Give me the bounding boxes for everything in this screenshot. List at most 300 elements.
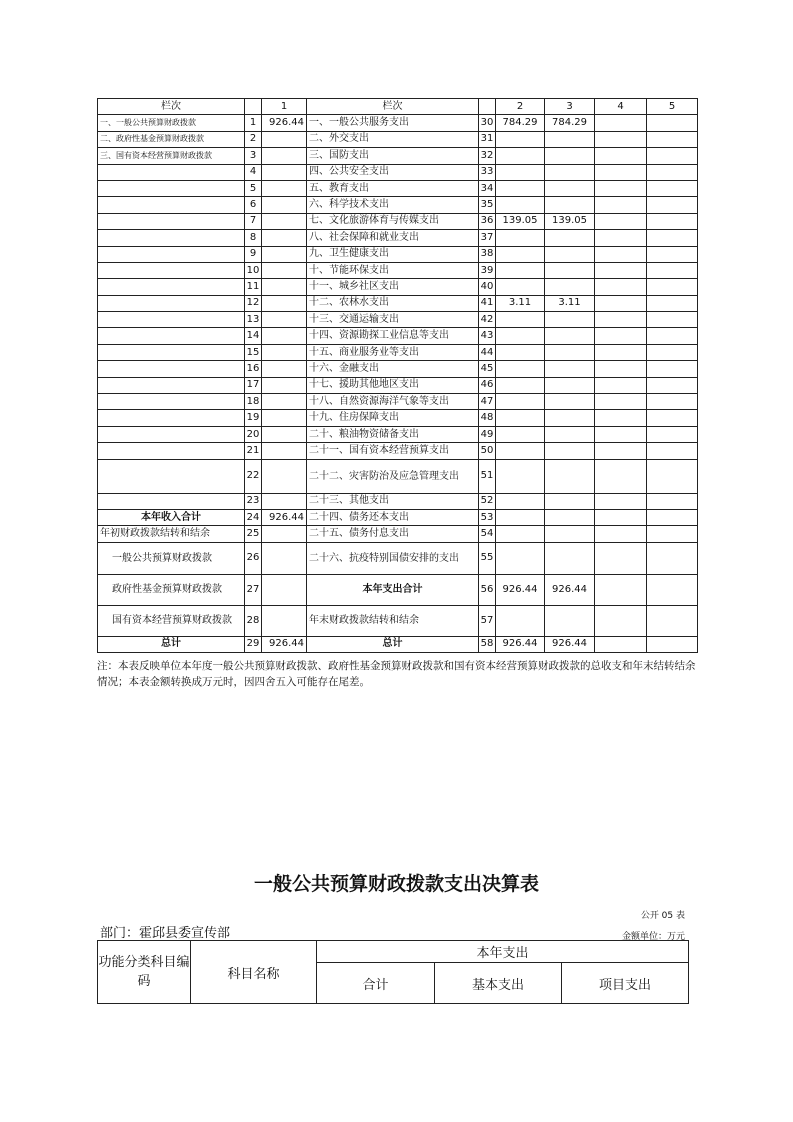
expenditure-total-amount: 784.29 [496,115,545,131]
table-row [98,605,698,636]
expenditure-item-label: 十二、农林水支出 [307,295,479,311]
expenditure-row-number: 35 [479,197,496,213]
table-row [98,344,698,360]
empty-cell [595,526,647,542]
empty-cell [647,213,698,229]
table-row [98,262,698,278]
expenditure-total-amount [496,164,545,180]
income-item-label [98,197,245,213]
expenditure-item-label: 三、国防支出 [307,148,479,164]
table-row [98,361,698,377]
expenditure-total-amount [496,410,545,426]
header-project: 项目支出 [562,963,689,1004]
income-amount [262,246,307,262]
expenditure-basic-amount [545,410,595,426]
table-row [98,279,698,295]
header-col-2: 2 [496,99,545,115]
expenditure-item-label: 十三、交通运输支出 [307,312,479,328]
expenditure-total-amount [496,526,545,542]
empty-cell [595,295,647,311]
expenditure-total-amount [496,377,545,393]
empty-cell [647,636,698,652]
income-row-number: 14 [245,328,262,344]
income-row-number: 6 [245,197,262,213]
empty-cell [647,344,698,360]
header-current-year: 本年支出 [317,941,689,963]
expenditure-row-number: 56 [479,574,496,605]
expenditure-basic-amount [545,279,595,295]
department-label: 部门：霍邱县委宣传部 [100,926,231,941]
expenditure-item-label: 十、节能环保支出 [307,262,479,278]
income-row-number: 15 [245,344,262,360]
expenditure-basic-amount: 139.05 [545,213,595,229]
income-item-label [98,328,245,344]
expenditure-item-label: 六、科学技术支出 [307,197,479,213]
expenditure-item-label: 十六、金融支出 [307,361,479,377]
income-row-number: 2 [245,131,262,147]
expenditure-total-amount [496,509,545,525]
income-row-number: 3 [245,148,262,164]
empty-cell [647,262,698,278]
table-row [98,164,698,180]
table-row [98,493,698,509]
empty-cell [647,574,698,605]
empty-cell [595,328,647,344]
expenditure-basic-amount: 926.44 [545,636,595,652]
expenditure-basic-amount [545,493,595,509]
income-row-number: 23 [245,493,262,509]
income-item-label: 二、政府性基金预算财政拨款 [98,131,245,147]
expenditure-row-number: 33 [479,164,496,180]
income-item-label [98,394,245,410]
expenditure-total-amount [496,426,545,442]
expenditure-row-number: 39 [479,262,496,278]
income-row-number: 25 [245,526,262,542]
expenditure-total-amount: 139.05 [496,213,545,229]
expenditure-basic-amount [545,443,595,459]
expenditure-item-label: 十五、商业服务业等支出 [307,344,479,360]
expenditure-item-label: 二十二、灾害防治及应急管理支出 [307,459,479,493]
expenditure-total-amount [496,312,545,328]
expenditure-row-number: 42 [479,312,496,328]
expenditure-basic-amount [545,131,595,147]
income-item-label: 总计 [98,636,245,652]
expenditure-total-amount [496,131,545,147]
income-amount [262,605,307,636]
expenditure-row-number: 30 [479,115,496,131]
income-row-number: 4 [245,164,262,180]
income-item-label [98,410,245,426]
empty-cell [647,605,698,636]
empty-cell [595,164,647,180]
table-row [98,410,698,426]
income-amount [262,443,307,459]
expenditure-basic-amount [545,246,595,262]
empty-cell [595,443,647,459]
income-item-label [98,230,245,246]
income-item-label: 国有资本经营预算财政拨款 [98,605,245,636]
income-amount: 926.44 [262,509,307,525]
empty-cell [595,246,647,262]
table-row [98,394,698,410]
expenditure-row-number: 53 [479,509,496,525]
header-col-4: 4 [595,99,647,115]
empty-cell [647,459,698,493]
empty-cell [595,636,647,652]
expenditure-total-amount: 926.44 [496,574,545,605]
expenditure-row-number: 44 [479,344,496,360]
income-item-label: 本年收入合计 [98,509,245,525]
expenditure-item-label: 十八、自然资源海洋气象等支出 [307,394,479,410]
expenditure-basic-amount [545,426,595,442]
empty-cell [647,443,698,459]
income-row-number: 21 [245,443,262,459]
income-item-label [98,361,245,377]
expenditure-basic-amount [545,344,595,360]
expenditure-basic-amount: 3.11 [545,295,595,311]
income-amount [262,213,307,229]
empty-cell [595,459,647,493]
empty-cell [647,377,698,393]
expenditure-basic-amount [545,394,595,410]
income-row-number: 29 [245,636,262,652]
expenditure-row-number: 40 [479,279,496,295]
expenditure-item-label: 八、社会保障和就业支出 [307,230,479,246]
income-item-label [98,426,245,442]
expenditure-total-amount [496,197,545,213]
amount-unit-label: 金额单位：万元 [621,932,685,942]
expenditure-row-number: 36 [479,213,496,229]
expenditure-item-label: 四、公共安全支出 [307,164,479,180]
header-col-1: 1 [262,99,307,115]
empty-cell [647,394,698,410]
empty-cell [595,377,647,393]
form-number: 公开 05 表 [640,911,685,921]
header-basic: 基本支出 [435,963,562,1004]
page-title: 一般公共预算财政拨款支出决算表 [253,873,539,895]
header-col-5: 5 [647,99,698,115]
income-row-number: 17 [245,377,262,393]
income-item-label [98,493,245,509]
expenditure-total-amount [496,443,545,459]
income-row-number: 28 [245,605,262,636]
empty-cell [595,312,647,328]
income-item-label: 一般公共预算财政拨款 [98,542,245,574]
expenditure-item-label: 二十六、抗疫特别国债安排的支出 [307,542,479,574]
income-amount [262,230,307,246]
income-amount [262,377,307,393]
income-amount [262,312,307,328]
income-amount [262,410,307,426]
empty-cell [647,312,698,328]
empty-cell [595,180,647,196]
expenditure-basic-amount [545,361,595,377]
expenditure-total-amount [496,180,545,196]
empty-cell [595,262,647,278]
expenditure-row-number: 55 [479,542,496,574]
table-row [98,328,698,344]
expenditure-total-amount [496,394,545,410]
empty-cell [647,526,698,542]
empty-cell [595,426,647,442]
table-row [98,636,698,652]
income-row-number: 22 [245,459,262,493]
expenditure-basic-amount [545,312,595,328]
expenditure-item-label: 二十四、债务还本支出 [307,509,479,525]
income-item-label [98,164,245,180]
empty-cell [647,542,698,574]
expenditure-basic-amount [545,328,595,344]
income-amount [262,344,307,360]
empty-cell [595,115,647,131]
expenditure-total-amount: 926.44 [496,636,545,652]
table-row [98,542,698,574]
empty-cell [647,148,698,164]
expenditure-item-label: 二十一、国有资本经营预算支出 [307,443,479,459]
income-row-number: 19 [245,410,262,426]
expenditure-row-number: 43 [479,328,496,344]
income-item-label [98,443,245,459]
empty-cell [647,180,698,196]
income-amount [262,148,307,164]
income-amount [262,295,307,311]
expenditure-item-label: 十一、城乡社区支出 [307,279,479,295]
empty-cell [647,197,698,213]
table-row [98,213,698,229]
expenditure-item-label: 一、一般公共服务支出 [307,115,479,131]
empty-cell [595,131,647,147]
income-item-label [98,295,245,311]
income-amount [262,361,307,377]
empty-cell [595,279,647,295]
expenditure-total-amount [496,279,545,295]
expenditure-basic-amount [545,164,595,180]
empty-cell [595,344,647,360]
empty-cell [595,574,647,605]
expenditure-item-label: 十七、援助其他地区支出 [307,377,479,393]
expenditure-item-label: 总计 [307,636,479,652]
income-amount [262,328,307,344]
expenditure-item-label: 本年支出合计 [307,574,479,605]
expenditure-basic-amount [545,180,595,196]
empty-cell [595,230,647,246]
empty-cell [595,605,647,636]
table-row [98,377,698,393]
expenditure-basic-amount [545,230,595,246]
empty-cell [647,328,698,344]
expenditure-total-amount [496,493,545,509]
income-row-number: 10 [245,262,262,278]
income-row-number: 11 [245,279,262,295]
table-note: 注：本表反映单位本年度一般公共预算财政拨款、政府性基金预算财政拨款和国有资本经营预算财政拨款的总收支和年末结转结余情况；本表金额转换成万元时，因四舍五入可能存在尾差。 [97,660,696,688]
expenditure-total-amount [496,459,545,493]
income-amount: 926.44 [262,636,307,652]
income-amount [262,197,307,213]
header-lanci-left: 栏次 [98,99,245,115]
expenditure-table [97,940,689,1004]
empty-cell [647,426,698,442]
expenditure-item-label: 七、文化旅游体育与传媒支出 [307,213,479,229]
expenditure-row-number: 38 [479,246,496,262]
income-amount [262,164,307,180]
expenditure-row-number: 57 [479,605,496,636]
table-row [98,197,698,213]
empty-cell [595,213,647,229]
table-row [98,246,698,262]
income-item-label [98,262,245,278]
income-item-label: 一、一般公共预算财政拨款 [98,115,245,131]
income-row-number: 16 [245,361,262,377]
empty-cell [647,230,698,246]
expenditure-row-number: 32 [479,148,496,164]
expenditure-basic-amount [545,509,595,525]
income-row-number: 27 [245,574,262,605]
expenditure-basic-amount: 926.44 [545,574,595,605]
expenditure-item-label: 二十五、债务付息支出 [307,526,479,542]
income-row-number: 5 [245,180,262,196]
empty-cell [647,164,698,180]
expenditure-item-label: 二、外交支出 [307,131,479,147]
income-item-label [98,180,245,196]
expenditure-item-label: 五、教育支出 [307,180,479,196]
expenditure-basic-amount: 784.29 [545,115,595,131]
expenditure-total-amount [496,230,545,246]
income-amount [262,574,307,605]
table-row [98,148,698,164]
expenditure-item-label: 二十、粮油物资储备支出 [307,426,479,442]
income-amount [262,394,307,410]
expenditure-basic-amount [545,526,595,542]
expenditure-basic-amount [545,377,595,393]
header-subject-name: 科目名称 [191,941,317,1004]
expenditure-total-amount [496,328,545,344]
income-amount [262,180,307,196]
income-item-label [98,377,245,393]
table-row [98,180,698,196]
income-row-number: 18 [245,394,262,410]
table-row [98,295,698,311]
header-lanci-right: 栏次 [307,99,479,115]
income-row-number: 8 [245,230,262,246]
expenditure-basic-amount [545,459,595,493]
expenditure-basic-amount [545,605,595,636]
empty-cell [595,361,647,377]
expenditure-header-row-1 [98,941,689,963]
table-row [98,131,698,147]
expenditure-row-number: 54 [479,526,496,542]
expenditure-row-number: 52 [479,493,496,509]
income-item-label: 三、国有资本经营预算财政拨款 [98,148,245,164]
income-amount [262,493,307,509]
income-row-number: 7 [245,213,262,229]
expenditure-row-number: 47 [479,394,496,410]
expenditure-row-number: 58 [479,636,496,652]
income-item-label [98,279,245,295]
income-amount [262,526,307,542]
empty-cell [647,509,698,525]
expenditure-row-number: 51 [479,459,496,493]
empty-cell [647,295,698,311]
expenditure-item-label: 十九、住房保障支出 [307,410,479,426]
expenditure-row-number: 37 [479,230,496,246]
expenditure-total-amount [496,246,545,262]
table-row [98,574,698,605]
empty-cell [595,493,647,509]
expenditure-row-number: 41 [479,295,496,311]
income-item-label [98,246,245,262]
expenditure-basic-amount [545,148,595,164]
table-body [98,99,698,653]
income-amount [262,131,307,147]
empty-cell [595,394,647,410]
empty-cell [647,493,698,509]
table-row [98,115,698,131]
empty-cell [647,361,698,377]
empty-cell [647,131,698,147]
empty-cell [647,115,698,131]
income-row-number: 9 [245,246,262,262]
expenditure-basic-amount [545,197,595,213]
table-row [98,443,698,459]
expenditure-row-number: 48 [479,410,496,426]
empty-cell [595,410,647,426]
table-row [98,312,698,328]
expenditure-item-label: 二十三、其他支出 [307,493,479,509]
expenditure-total-amount [496,148,545,164]
table-row [98,526,698,542]
income-item-label: 政府性基金预算财政拨款 [98,574,245,605]
expenditure-total-amount [496,361,545,377]
empty-cell [647,246,698,262]
empty-cell [595,197,647,213]
table-row [98,230,698,246]
income-amount [262,426,307,442]
expenditure-row-number: 49 [479,426,496,442]
income-row-number: 13 [245,312,262,328]
expenditure-row-number: 31 [479,131,496,147]
header-code: 功能分类科目编码 [98,941,191,1004]
income-row-number: 1 [245,115,262,131]
income-row-number: 26 [245,542,262,574]
income-row-number: 24 [245,509,262,525]
income-item-label: 年初财政拨款结转和结余 [98,526,245,542]
income-item-label [98,344,245,360]
expenditure-item-label: 十四、资源勘探工业信息等支出 [307,328,479,344]
income-amount [262,459,307,493]
expenditure-row-number: 46 [479,377,496,393]
expenditure-total-amount [496,605,545,636]
income-row-number: 20 [245,426,262,442]
income-item-label [98,459,245,493]
expenditure-total-amount [496,344,545,360]
header-col-3: 3 [545,99,595,115]
fiscal-appropriation-summary-table [97,98,698,653]
income-item-label [98,312,245,328]
expenditure-item-label: 九、卫生健康支出 [307,246,479,262]
expenditure-basic-amount [545,262,595,278]
empty-cell [595,148,647,164]
income-item-label [98,213,245,229]
table-row [98,426,698,442]
expenditure-total-amount: 3.11 [496,295,545,311]
income-amount [262,279,307,295]
empty-cell [595,542,647,574]
table-row [98,459,698,493]
expenditure-total-amount [496,262,545,278]
table-header-row [98,99,698,115]
income-amount [262,262,307,278]
income-amount: 926.44 [262,115,307,131]
